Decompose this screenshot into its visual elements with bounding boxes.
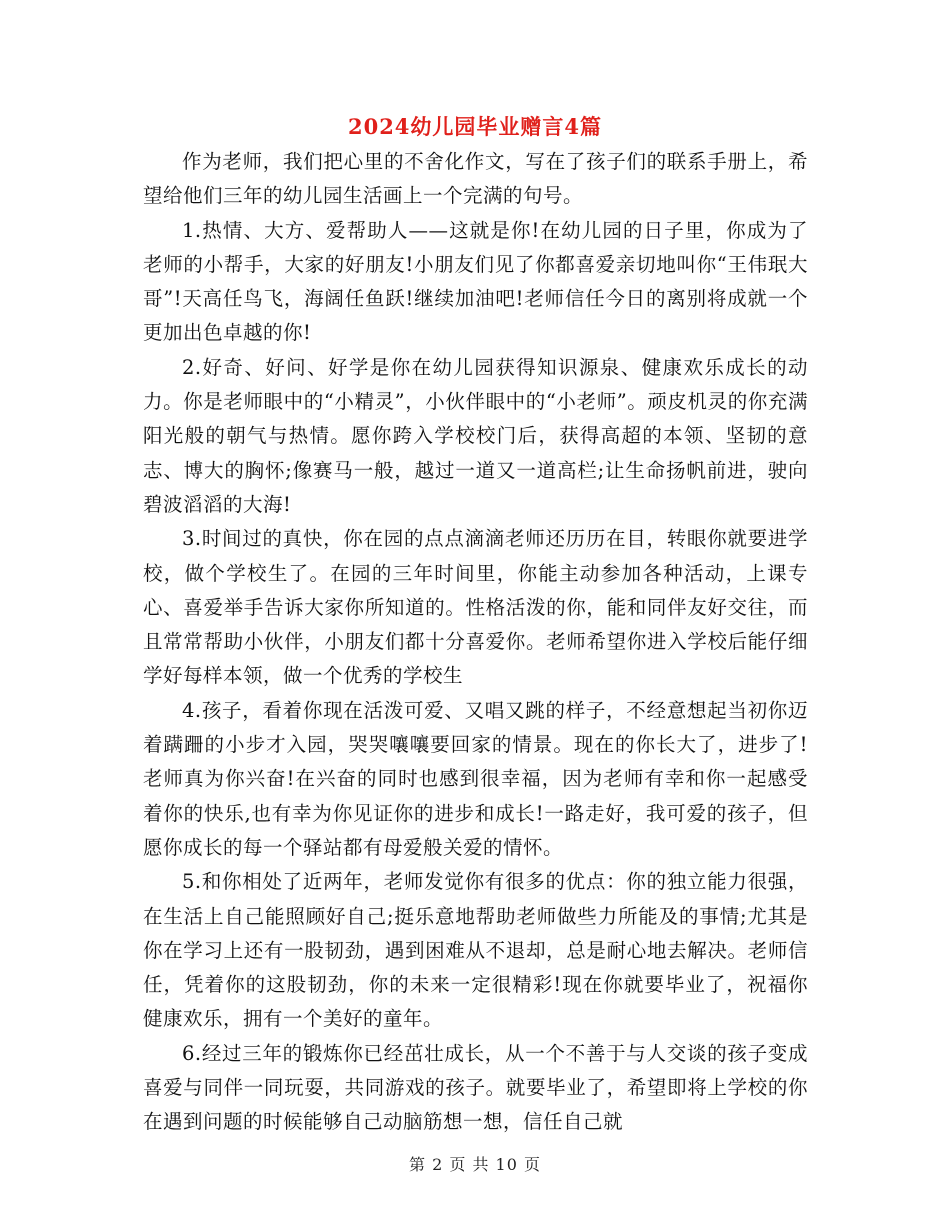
paragraph-6: 6.经过三年的锻炼你已经茁壮成长，从一个不善于与人交谈的孩子变成喜爱与同伴一同玩耍，共同游戏的孩子。就要毕业了，希望即将上学校的你在遇到问题的时候能够自己动脑筋想一想，信任自己就 [143,1041,808,1134]
paragraph-intro: 作为老师，我们把心里的不舍化作文，写在了孩子们的联系手册上，希望给他们三年的幼儿园生活画上一个完满的句号。 [143,150,808,208]
paragraph-4: 4.孩子，看着你现在活泼可爱、又唱又跳的样子，不经意想起当初你迈着蹒跚的小步才入园，哭哭嚷嚷要回家的情景。现在的你长大了，进步了!老师真为你兴奋!在兴奋的同时也感到很幸福，因为老师有幸和你一起感受着你的快乐,也有幸为你见证你的进步和成长!一路走好，我可爱的孩子，但愿你成长的每一个驿站都有母爱般关爱的情怀。 [143,698,808,859]
document-title: 2024幼儿园毕业赠言4篇 [347,114,603,139]
paragraph-3: 3.时间过的真快，你在园的点点滴滴老师还历历在目，转眼你就要进学校，做个学校生了。在园的三年时间里，你能主动参加各种活动，上课专心、喜爱举手告诉大家你所知道的。性格活泼的你，能和同伴友好交往，而且常常帮助小伙伴，小朋友们都十分喜爱你。老师希望你进入学校后能仔细学好每样本领，做一个优秀的学校生 [143,527,808,688]
document-body [143,145,808,1140]
footer-page-number: 2 [432,1155,444,1174]
page-footer [0,1153,950,1177]
paragraph-1: 1.热情、大方、爱帮助人——这就是你!在幼儿园的日子里，你成为了老师的小帮手，大家的好朋友!小朋友们见了你都喜爱亲切地叫你“王伟珉大哥”!天高任鸟飞，海阔任鱼跃!继续加油吧!老师信任今日的离别将成就一个更加出色卓越的你! [143,218,808,345]
paragraph-5: 5.和你相处了近两年，老师发觉你有很多的优点：你的独立能力很强，在生活上自己能照顾好自己;挺乐意地帮助老师做些力所能及的事情;尤其是你在学习上还有一股韧劲，遇到困难从不退却，总是耐心地去解决。老师信任，凭着你的这股韧劲，你的未来一定很精彩!现在你就要毕业了，祝福你健康欢乐，拥有一个美好的童年。 [143,870,808,1031]
footer-suffix: 页 [524,1155,542,1174]
footer-prefix: 第 [408,1155,426,1174]
footer-total-pages: 10 [495,1155,518,1174]
paragraph-2: 2.好奇、好问、好学是你在幼儿园获得知识源泉、健康欢乐成长的动力。你是老师眼中的“小精灵”，小伙伴眼中的“小老师”。顽皮机灵的你充满阳光般的朝气与热情。愿你跨入学校校门后，获得高超的本领、坚韧的意志、博大的胸怀;像赛马一般，越过一道又一道高栏;让生命扬帆前进，驶向碧波滔滔的大海! [143,355,808,516]
footer-middle: 页 共 [449,1155,490,1174]
